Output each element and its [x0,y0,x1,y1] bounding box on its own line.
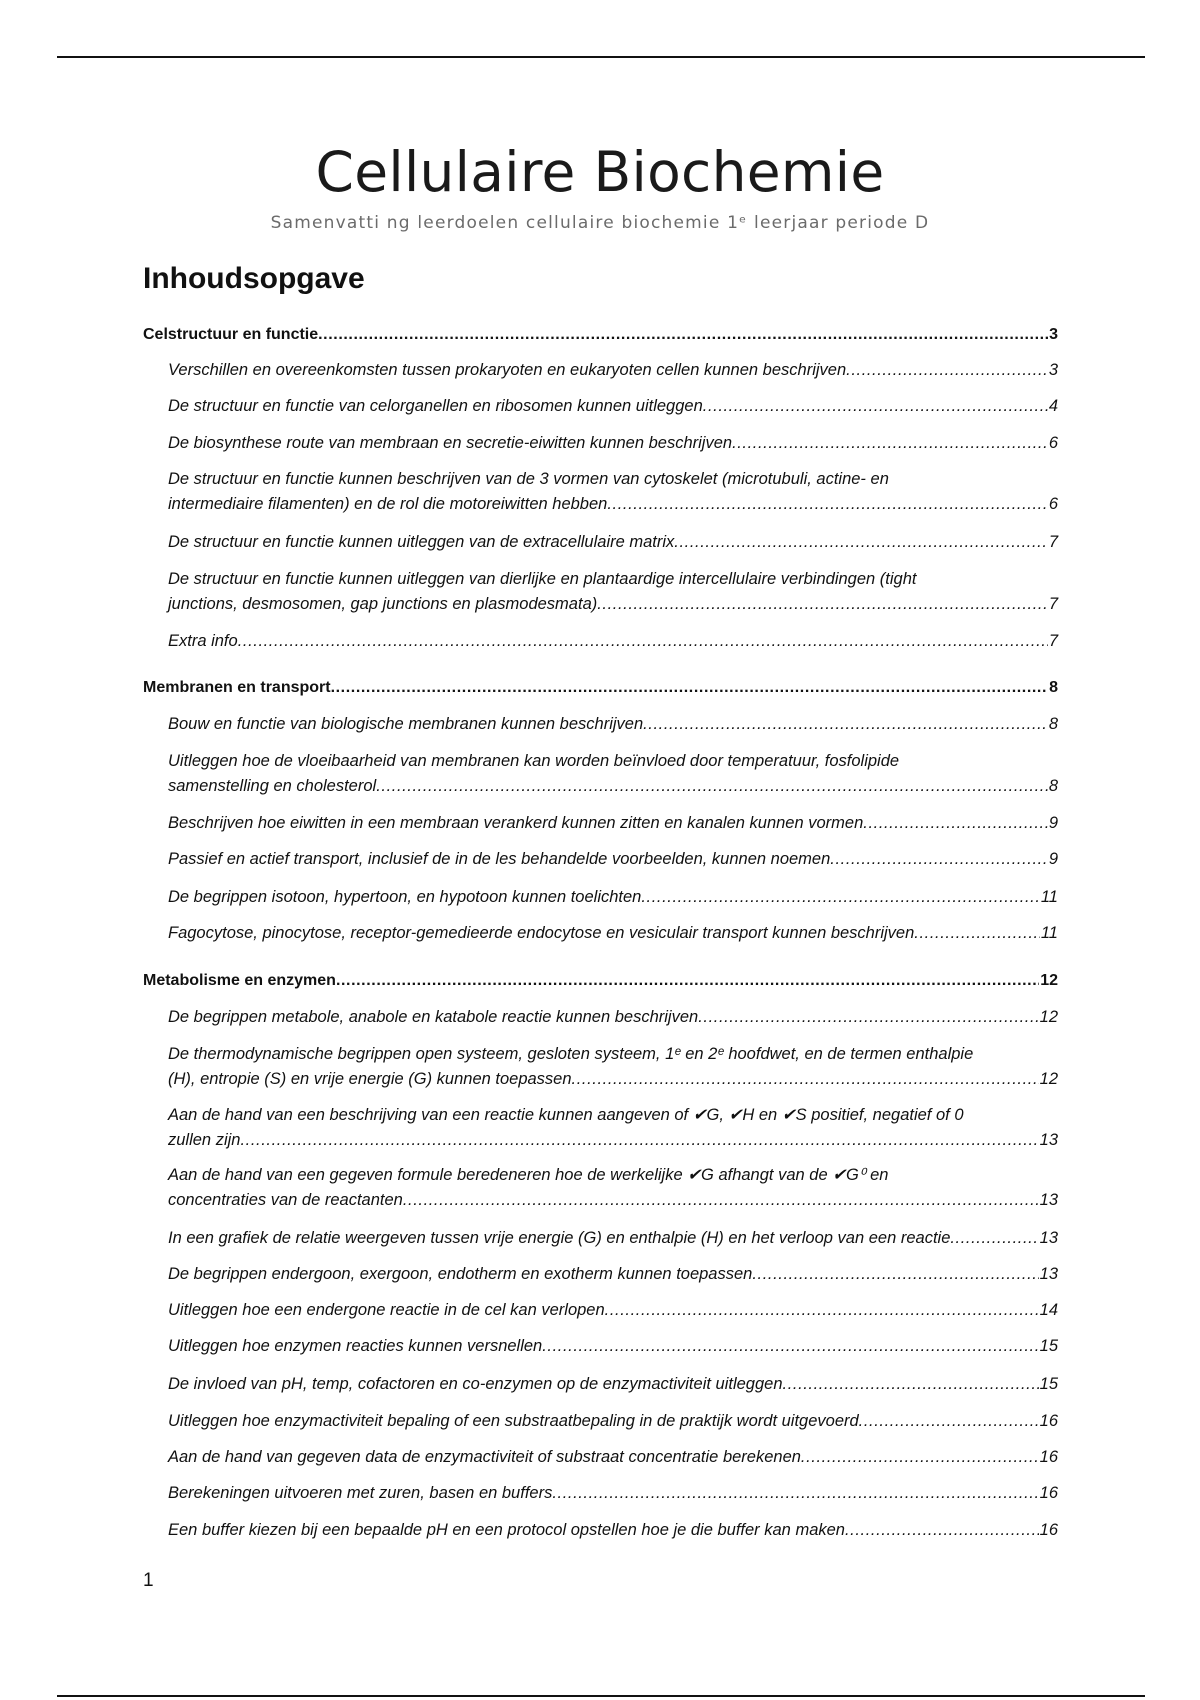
toc-page-number: 12 [1040,972,1058,989]
toc-page-number: 9 [1048,850,1058,868]
toc-entry[interactable] [168,1262,1058,1287]
document-title: Cellulaire Biochemie [315,140,885,204]
toc-entry[interactable] [168,1103,1058,1153]
toc-dot-leader [597,592,1048,617]
toc-entry-text: De begrippen isotoon, hypertoon, en hypotoon kunnen toelichten [168,888,642,906]
toc-entry-text: Extra info [168,632,238,650]
toc-entry[interactable] [168,1042,1058,1092]
toc-entry[interactable] [168,567,1058,617]
toc-dot-leader [542,1334,1038,1359]
toc-page-number: 16 [1039,1412,1058,1430]
toc-entry[interactable] [168,530,1058,555]
toc-dot-leader [572,1067,1039,1092]
document-subtitle: Samenvatti ng leerdoelen cellulaire biochemie 1ᵉ leerjaar periode D [270,213,930,233]
toc-dot-leader [801,1445,1039,1470]
toc-page-number: 16 [1039,1521,1058,1539]
toc-page-number: 9 [1048,814,1058,832]
toc-entry-text: De biosynthese route van membraan en secretie-eiwitten kunnen beschrijven [168,434,733,452]
toc-entry-text: zullen zijn [168,1131,241,1149]
toc-entry[interactable] [168,1005,1058,1030]
toc-entry[interactable] [168,1226,1058,1251]
toc-dot-leader [641,885,1040,910]
toc-entry[interactable] [143,675,1058,700]
toc-dot-leader [318,322,1048,347]
toc-entry-text: Een buffer kiezen bij een bepaalde pH en een protocol opstellen hoe je die buffer kan maken [168,1521,845,1539]
toc-entry-text: De structuur en functie kunnen beschrijven van de 3 vormen van cytoskelet (microtubuli, actine- en [168,470,889,488]
toc-entry-text: Uitleggen hoe de vloeibaarheid van membranen kan worden beïnvloed door temperatuur, fosfolipide [168,752,900,770]
toc-page-number: 12 [1039,1008,1058,1026]
toc-entry[interactable] [143,322,1058,347]
toc-entry-text: Metabolisme en enzymen [143,972,336,989]
toc-entry[interactable] [168,749,1058,799]
toc-entry-text: Fagocytose, pinocytose, receptor-gemedieerde endocytose en vesiculair transport kunnen beschrijven [168,924,915,942]
toc-page-number: 11 [1040,888,1058,906]
toc-entry-text: Aan de hand van een beschrijving van een reactie kunnen aangeven of ✔G, ✔H en ✔S positief, negatief of 0 [168,1106,964,1124]
toc-entry[interactable] [168,394,1058,419]
toc-dot-leader [674,530,1048,555]
toc-dot-leader [845,1518,1039,1543]
toc-dot-leader [783,1372,1039,1397]
toc-dot-leader [605,1298,1039,1323]
toc-page-number: 11 [1040,924,1058,942]
toc-dot-leader [643,712,1048,737]
toc-dot-leader [238,629,1048,654]
toc-entry-text: Aan de hand van een gegeven formule beredeneren hoe de werkelijke ✔G afhangt van de ✔G⁰ en [168,1166,889,1184]
toc-heading: Inhoudsopgave [143,262,365,295]
toc-entry-text: intermediaire filamenten) en de rol die motoreiwitten hebben [168,495,608,513]
toc-dot-leader [607,492,1047,517]
toc-page-number: 6 [1048,434,1058,452]
toc-entry-text: De structuur en functie van celorganellen en ribosomen kunnen uitleggen [168,397,703,415]
toc-dot-leader [846,358,1048,383]
toc-page-number: 13 [1039,1229,1058,1247]
header-rule [57,56,1145,58]
toc-page-number: 3 [1048,361,1058,379]
toc-dot-leader [552,1481,1038,1506]
toc-entry-text: Berekeningen uitvoeren met zuren, basen en buffers [168,1484,553,1502]
toc-page-number: 12 [1039,1070,1058,1088]
toc-entry[interactable] [168,847,1058,872]
toc-dot-leader [830,847,1048,872]
toc-entry[interactable] [168,358,1058,383]
toc-entry-text: In een grafiek de relatie weergeven tussen vrije energie (G) en enthalpie (H) en het verloop van een reactie [168,1229,951,1247]
toc-dot-leader [914,921,1040,946]
toc-dot-leader [732,431,1048,456]
toc-entry-text: Bouw en functie van biologische membranen kunnen beschrijven [168,715,644,733]
toc-entry-text: Membranen en transport [143,679,331,696]
toc-page-number: 15 [1039,1337,1058,1355]
toc-entry-text: Uitleggen hoe enzymen reacties kunnen versnellen [168,1337,543,1355]
footer-rule [57,1695,1145,1697]
toc-page-number: 14 [1039,1301,1058,1319]
toc-entry[interactable] [168,1518,1058,1543]
toc-entry[interactable] [168,1298,1058,1323]
toc-page-number: 8 [1048,777,1058,795]
toc-entry[interactable] [168,1372,1058,1397]
toc-page-number: 8 [1049,679,1058,696]
toc-entry[interactable] [168,1409,1058,1434]
toc-entry-text: samenstelling en cholesterol [168,777,377,795]
toc-page-number: 16 [1039,1484,1058,1502]
toc-dot-leader [703,394,1048,419]
toc-page-number: 6 [1048,495,1058,513]
toc-dot-leader [950,1226,1038,1251]
toc-dot-leader [403,1188,1039,1213]
toc-entry-text: Uitleggen hoe een endergone reactie in de cel kan verlopen [168,1301,605,1319]
toc-entry[interactable] [168,629,1058,654]
toc-dot-leader [698,1005,1038,1030]
toc-entry-text: De begrippen endergoon, exergoon, endotherm en exotherm kunnen toepassen [168,1265,753,1283]
toc-entry-text: Aan de hand van gegeven data de enzymactiviteit of substraat concentratie berekenen [168,1448,801,1466]
toc-entry[interactable] [168,1163,1058,1213]
toc-entry[interactable] [143,968,1058,993]
toc-entry-text: (H), entropie (S) en vrije energie (G) kunnen toepassen [168,1070,572,1088]
toc-entry-text: De structuur en functie kunnen uitleggen van dierlijke en plantaardige intercellulaire verbindingen (tight [168,570,917,588]
toc-entry-text: Verschillen en overeenkomsten tussen prokaryoten en eukaryoten cellen kunnen beschrijven [168,361,847,379]
toc-page-number: 16 [1039,1448,1058,1466]
toc-dot-leader [331,675,1049,700]
toc-entry-text: concentraties van de reactanten [168,1191,403,1209]
toc-dot-leader [240,1128,1038,1153]
toc-entry-text: junctions, desmosomen, gap junctions en plasmodesmata) [168,595,598,613]
toc-entry-text: Beschrijven hoe eiwitten in een membraan verankerd kunnen zitten en kanalen kunnen vormen [168,814,864,832]
page-number: 1 [143,1570,154,1591]
toc-page-number: 4 [1048,397,1058,415]
toc-entry[interactable] [168,1481,1058,1506]
toc-entry-text: De invloed van pH, temp, cofactoren en co-enzymen op de enzymactiviteit uitleggen [168,1375,783,1393]
toc-page-number: 13 [1039,1131,1058,1149]
toc-page-number: 8 [1048,715,1058,733]
toc-entry-text: Passief en actief transport, inclusief de in de les behandelde voorbeelden, kunnen noemen [168,850,831,868]
toc-entry[interactable] [168,1334,1058,1359]
toc-dot-leader [752,1262,1038,1287]
toc-entry[interactable] [168,467,1058,517]
toc-page-number: 7 [1048,632,1058,650]
toc-page-number: 7 [1048,595,1058,613]
toc-page-number: 3 [1049,326,1058,343]
toc-entry[interactable] [168,431,1058,456]
toc-dot-leader [376,774,1048,799]
toc-entry-text: De thermodynamische begrippen open systeem, gesloten systeem, 1ᵉ en 2ᵉ hoofdwet, en de termen enthalpie [168,1045,974,1063]
toc-page-number: 13 [1039,1265,1058,1283]
toc-dot-leader [859,1409,1039,1434]
toc-page-number: 15 [1039,1375,1058,1393]
toc-dot-leader [863,811,1048,836]
toc-entry[interactable] [168,921,1058,946]
toc-entry-text: De structuur en functie kunnen uitleggen van de extracellulaire matrix [168,533,675,551]
toc-entry-text: Uitleggen hoe enzymactiviteit bepaling of een substraatbepaling in de praktijk wordt uitgevoerd [168,1412,859,1430]
toc-entry-text: De begrippen metabole, anabole en katabole reactie kunnen beschrijven [168,1008,699,1026]
toc-entry[interactable] [168,885,1058,910]
toc-page-number: 13 [1039,1191,1058,1209]
toc-entry-text: Celstructuur en functie [143,326,319,343]
toc-page-number: 7 [1048,533,1058,551]
toc-entry[interactable] [168,712,1058,737]
toc-entry[interactable] [168,1445,1058,1470]
toc-dot-leader [336,968,1039,993]
toc-entry[interactable] [168,811,1058,836]
